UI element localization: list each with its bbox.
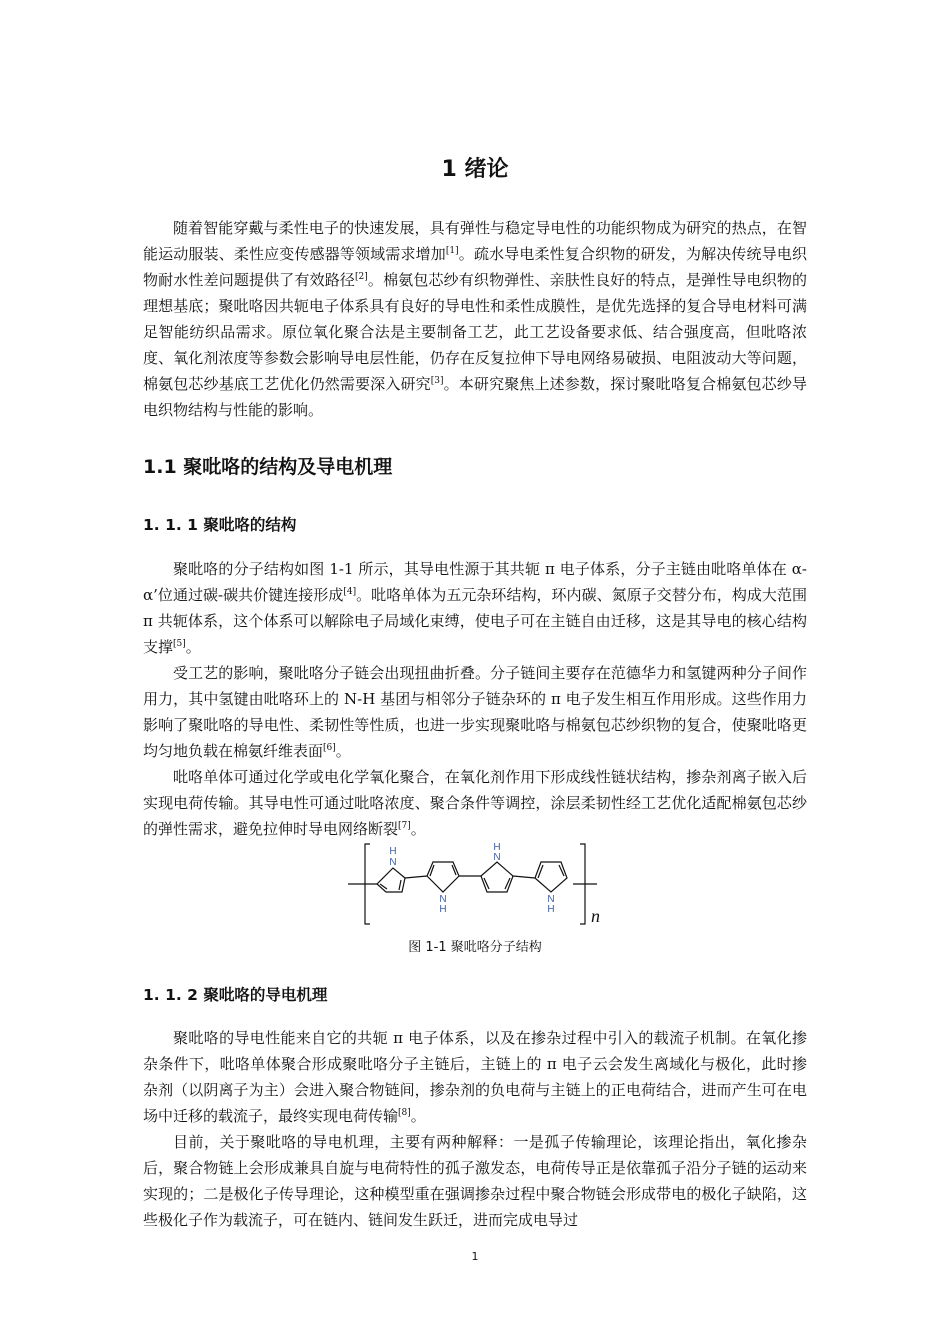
structure-paragraph-1 (143, 556, 807, 660)
intro-text-1: 随着智能穿戴与柔性电子的快速发展，具有弹性与稳定导电性的功能织物成为研究的热点，在智能运动服装、柔性应变传感器等领域需求增加 (143, 219, 807, 263)
section-heading-1-1-2: 1. 1. 2 聚吡咯的导电机理 (143, 986, 328, 1004)
nitrogen-labels (389, 842, 554, 915)
atom-label-n: N (389, 857, 397, 868)
structure-paragraph-2 (143, 660, 807, 764)
pyrrole-rings (377, 862, 567, 892)
citation: [8] (398, 1108, 411, 1118)
pyrrole-ring-1 (377, 868, 405, 892)
ring-bond (405, 876, 427, 878)
atom-label-n: N (547, 894, 555, 905)
chapter-title: 1 绪论 (441, 157, 509, 182)
paragraph-text: 。 (410, 1107, 426, 1125)
atom-label-h: H (493, 842, 501, 853)
citation: [1] (445, 246, 459, 256)
paragraph-text: 。 (185, 638, 201, 656)
paragraph-text: 。 (335, 742, 351, 760)
section-heading-1-1-1: 1. 1. 1 聚吡咯的结构 (143, 516, 297, 534)
paragraph-text: 。吡咯单体为五元杂环结构，环内碳、氮原子交替分布，构成大范围 π 共轭体系，这个体系可以解除电子局域化束缚，使电子可在主链自由迁移，这是其导电的核心结构支撑 (143, 586, 807, 656)
citation: [2] (355, 272, 368, 282)
atom-label-h: H (439, 904, 447, 915)
citation: [3] (430, 376, 444, 386)
ring-bond (513, 876, 535, 878)
structure-paragraph-3 (143, 764, 807, 842)
page-number: 1 (471, 1250, 479, 1263)
figure-caption: 图 1-1 聚吡咯分子结构 (408, 940, 542, 955)
atom-label-h: H (389, 846, 397, 857)
paragraph-text: 聚吡咯的导电性能来自它的共轭 π 电子体系，以及在掺杂过程中引入的载流子机制。在氧化掺杂条件下，吡咯单体聚合形成聚吡咯分子主链后，主链上的 π 电子云会发生离域化与极化，此时掺杂剂（以阴离子为主）会进入聚合物链间，掺杂剂的负电荷与主链上的正电荷结合，进而产生可在电场中迁移的载流子，最终实现电荷传输 (143, 1029, 807, 1125)
repeat-subscript-n: n (591, 906, 600, 926)
intro-text-3: 。棉氨包芯纱有织物弹性、亲肤性良好的特点，是弹性导电织物的理想基底；聚吡咯因共轭电子体系具有良好的导电性和柔性成膜性，是优先选择的复合导电材料可满足智能纺织品需求。原位氧化聚合法是主要制备工艺，此工艺设备要求低、结合强度高，但吡咯浓度、氧化剂浓度等参数会影响导电层性能，仍存在反复拉伸下导电网络易破损、电阻波动大等问题，棉氨包芯纱基底工艺优化仍然需要深入研究 (143, 271, 807, 393)
intro-text-2: 。疏水导电柔性复合织物的研发，为解决传统导电织物耐水性差问题提供了有效路径 (143, 245, 807, 289)
atom-label-n: N (493, 852, 501, 863)
pyrrole-ring-3 (481, 862, 513, 892)
atom-label-h: H (547, 904, 555, 915)
atom-label-n: N (439, 894, 447, 905)
pyrrole-ring-4 (535, 862, 567, 892)
polypyrrole-structure-figure (345, 838, 615, 930)
mechanism-paragraph-1 (143, 1025, 807, 1129)
paragraph-text: 聚吡咯的分子结构如图 1-1 所示，其导电性源于其共轭 π 电子体系，分子主链由吡咯单体在 α-α’位通过碳-碳共价键连接形成 (143, 560, 807, 604)
citation: [7] (398, 821, 411, 831)
section-heading-1-1: 1.1 聚吡咯的结构及导电机理 (143, 456, 393, 478)
intro-text-4: 。本研究聚焦上述参数，探讨聚吡咯复合棉氨包芯纱导电织物结构与性能的影响。 (143, 375, 807, 419)
citation: [5] (173, 639, 186, 649)
paragraph-text: 受工艺的影响，聚吡咯分子链会出现扭曲折叠。分子链间主要存在范德华力和氢键两种分子间作用力，其中氢键由吡咯环上的 N-H 基团与相邻分子链杂环的 π 电子发生相互作用形成。这些作用力影响了聚吡咯的导电性、柔韧性等性质，也进一步实现聚吡咯与棉氨包芯纱织物的复合，使聚吡咯更均匀地负载在棉氨纤维表面 (143, 664, 807, 760)
citation: [6] (323, 743, 336, 753)
pyrrole-ring-2 (427, 862, 459, 892)
citation: [4] (343, 587, 357, 597)
paragraph-text: 。 (410, 820, 426, 838)
paragraph-text: 吡咯单体可通过化学或电化学氧化聚合，在氧化剂作用下形成线性链状结构，掺杂剂离子嵌入后实现电荷传输。其导电性可通过吡咯浓度、聚合条件等调控，涂层柔韧性经工艺优化适配棉氨包芯纱的弹性需求，避免拉伸时导电网络断裂 (143, 768, 807, 838)
intro-paragraph (143, 215, 807, 423)
mechanism-paragraph-2: 目前，关于聚吡咯的导电机理，主要有两种解释：一是孤子传输理论，该理论指出，氧化掺杂后，聚合物链上会形成兼具自旋与电荷特性的孤子激发态，电荷传导正是依靠孤子沿分子链的运动来实现的；二是极化子传导理论，这种模型重在强调掺杂过程中聚合物链会形成带电的极化子缺陷，这些极化子作为载流子，可在链内、链间发生跃迁，进而完成电导过 (143, 1133, 807, 1229)
